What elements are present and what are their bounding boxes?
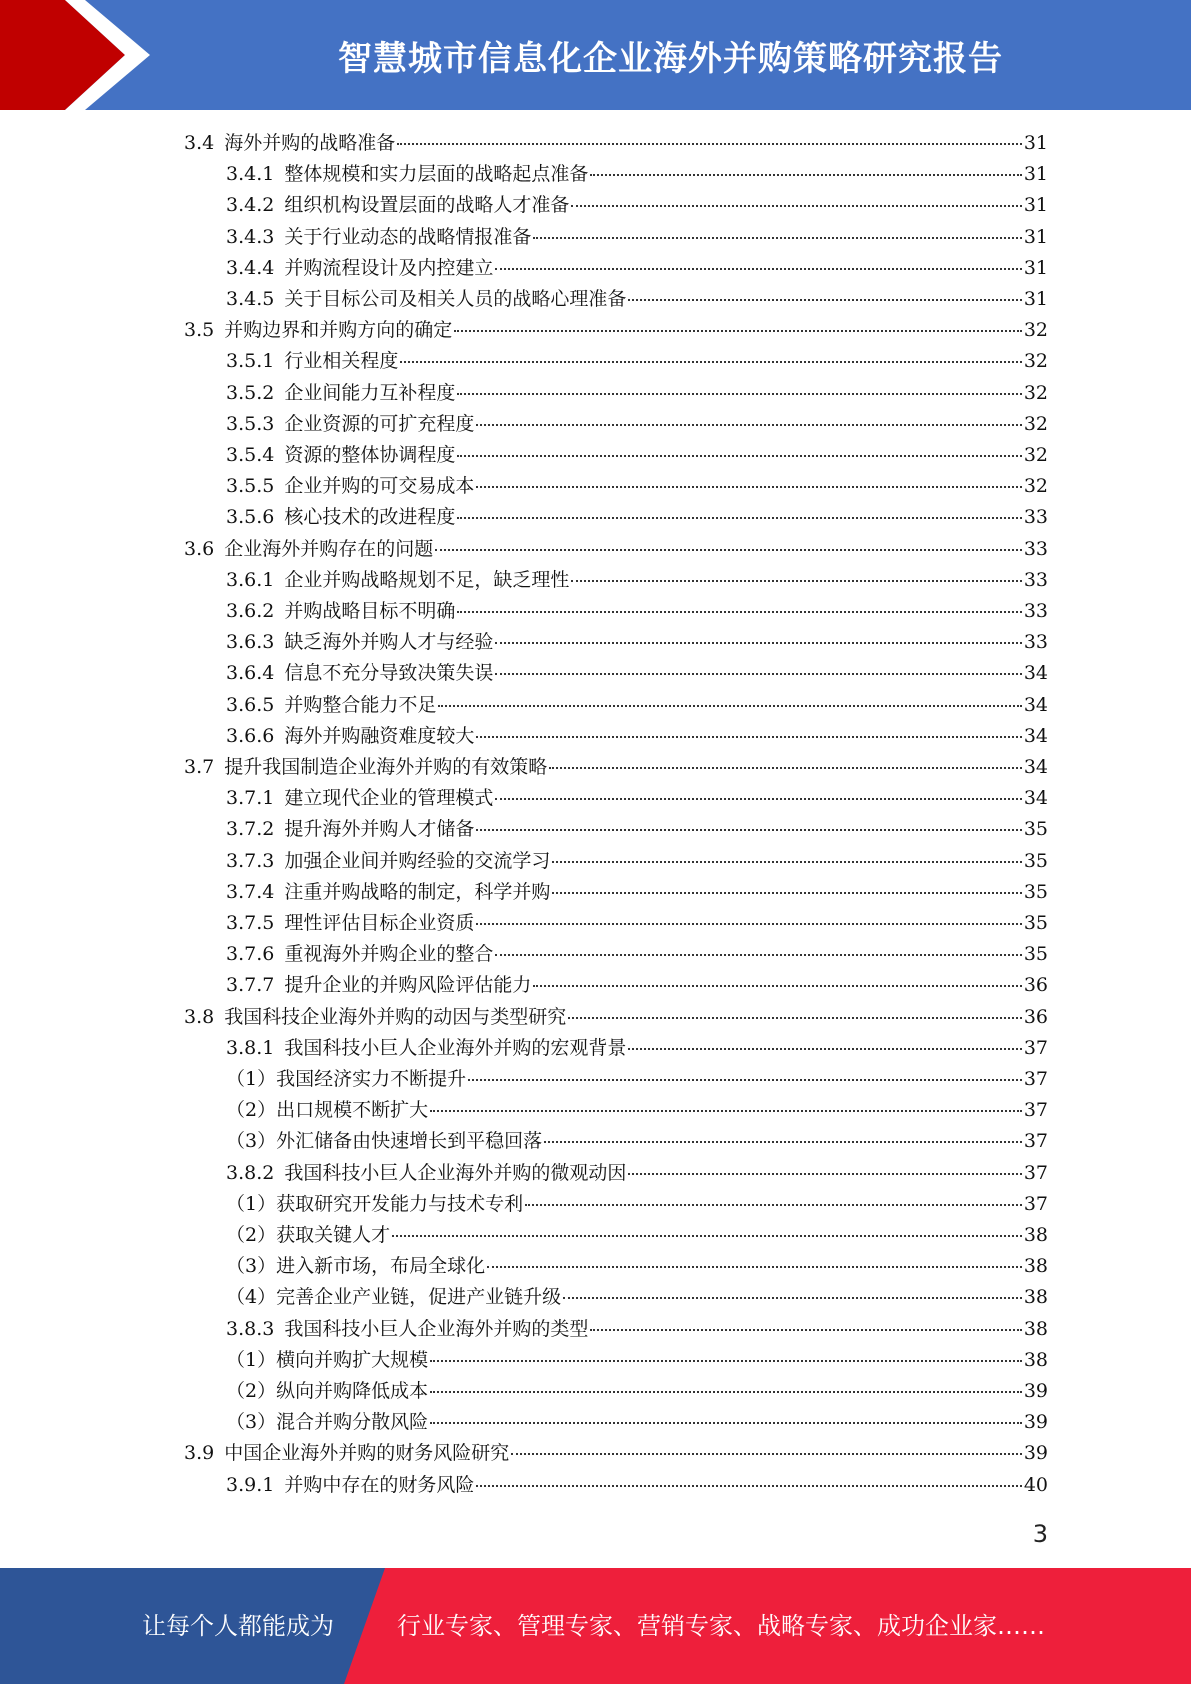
toc-entry-title: 我国科技小巨人企业海外并购的类型 (284, 1317, 589, 1340)
toc-entry-page: 37 (1023, 1036, 1048, 1059)
toc-entry-number: （4） (226, 1286, 277, 1309)
toc-entry[interactable] (226, 1158, 1048, 1189)
header-arrow-decoration (0, 0, 160, 110)
toc-entry-number: 3.8.1 (226, 1036, 275, 1059)
toc-entry[interactable] (184, 1002, 1048, 1033)
toc-entry-title: 进入新市场，布局全球化 (276, 1255, 486, 1278)
toc-entry-page: 31 (1023, 163, 1048, 186)
toc-entry[interactable] (226, 378, 1048, 409)
toc-entry[interactable] (226, 1470, 1048, 1501)
toc-entry-page: 34 (1023, 724, 1048, 747)
toc-entry-number: 3.7.7 (226, 974, 275, 997)
toc-entry-page: 31 (1023, 225, 1048, 248)
toc-entry[interactable] (226, 565, 1048, 596)
toc-entry[interactable] (226, 1064, 1048, 1095)
toc-entry[interactable] (226, 1251, 1048, 1282)
toc-dot-leader (438, 704, 1021, 707)
toc-entry-page: 36 (1023, 1005, 1048, 1028)
toc-entry-page: 32 (1023, 319, 1048, 342)
toc-entry-number: 3.7.1 (226, 787, 275, 810)
toc-entry-title: 我国科技企业海外并购的动因与类型研究 (224, 1005, 567, 1028)
toc-dot-leader (487, 1265, 1022, 1268)
toc-dot-leader (457, 610, 1021, 613)
toc-entry[interactable] (226, 190, 1048, 221)
toc-entry-title: 海外并购融资难度较大 (284, 724, 475, 747)
toc-entry-number: （2） (226, 1224, 277, 1246)
toc-dot-leader (495, 797, 1021, 800)
toc-entry[interactable] (184, 752, 1048, 783)
toc-entry-title: 核心技术的改进程度 (284, 506, 456, 529)
toc-entry-number: （3） (226, 1130, 277, 1153)
toc-dot-leader (454, 329, 1022, 332)
toc-entry-page: 37 (1023, 1192, 1048, 1215)
toc-entry[interactable] (226, 846, 1048, 877)
toc-entry-number: 3.7.2 (226, 818, 275, 841)
footer-slogan-right: 行业专家、管理专家、营销专家、战略专家、成功企业家…… (397, 1612, 1045, 1640)
toc-dot-leader (495, 267, 1021, 270)
toc-dot-leader (430, 1421, 1022, 1424)
toc-dot-leader (392, 1234, 1022, 1237)
toc-entry-title: 外汇储备由快速增长到平稳回落 (276, 1130, 543, 1153)
toc-entry[interactable] (184, 128, 1048, 159)
toc-entry-title: 组织机构设置层面的战略人才准备 (284, 194, 570, 217)
toc-entry-number: （1） (226, 1192, 277, 1215)
toc-entry[interactable] (226, 1095, 1048, 1126)
toc-entry-number: 3.4.3 (226, 225, 275, 248)
toc-entry-title: 关于目标公司及相关人员的战略心理准备 (284, 288, 627, 310)
toc-entry[interactable] (226, 502, 1048, 533)
report-title: 智慧城市信息化企业海外并购策略研究报告 (338, 38, 1003, 79)
toc-dot-leader (457, 392, 1021, 395)
toc-entry[interactable] (184, 315, 1048, 346)
toc-entry[interactable] (184, 1438, 1048, 1469)
toc-entry[interactable] (226, 1189, 1048, 1220)
toc-entry-number: 3.4 (184, 132, 215, 154)
toc-dot-leader (476, 922, 1021, 925)
toc-dot-leader (430, 1109, 1022, 1112)
toc-dot-leader (495, 672, 1021, 675)
toc-entry-page: 32 (1023, 475, 1048, 498)
toc-entry-title: 提升海外并购人才储备 (284, 818, 475, 841)
toc-entry[interactable] (226, 222, 1048, 253)
toc-entry-number: （1） (226, 1068, 277, 1090)
toc-entry-page: 31 (1023, 288, 1048, 310)
toc-entry-number: 3.7 (184, 756, 215, 778)
toc-entry-number: 3.6 (184, 537, 215, 560)
toc-entry-number: 3.8.2 (226, 1161, 275, 1184)
toc-entry-page: 38 (1023, 1224, 1048, 1246)
toc-entry-number: （1） (226, 1348, 277, 1371)
toc-entry-page: 32 (1023, 412, 1048, 435)
toc-entry-title: 缺乏海外并购人才与经验 (284, 631, 494, 654)
toc-entry-title: 提升我国制造企业海外并购的有效策略 (224, 756, 548, 778)
toc-entry-title: 加强企业间并购经验的交流学习 (284, 849, 551, 872)
toc-entry-title: 并购中存在的财务风险 (284, 1473, 475, 1496)
toc-entry-page: 31 (1023, 132, 1048, 154)
toc-entry-page: 38 (1023, 1286, 1048, 1309)
page-number: 3 (1032, 1520, 1048, 1548)
toc-entry[interactable] (226, 970, 1048, 1001)
toc-entry-page: 32 (1023, 444, 1048, 466)
toc-entry-number: 3.8.3 (226, 1317, 275, 1340)
toc-dot-leader (457, 516, 1021, 519)
toc-dot-leader (525, 1203, 1022, 1206)
toc-entry-number: 3.7.3 (226, 849, 275, 872)
toc-entry-title: 企业资源的可扩充程度 (284, 412, 475, 435)
toc-entry-number: 3.7.4 (226, 880, 275, 903)
toc-entry-page: 35 (1023, 912, 1048, 934)
toc-dot-leader (563, 1296, 1022, 1299)
toc-entry-page: 37 (1023, 1130, 1048, 1153)
toc-entry-title: 整体规模和实力层面的战略起点准备 (284, 163, 589, 186)
toc-entry-number: 3.5.6 (226, 506, 275, 529)
toc-entry-title: 企业并购的可交易成本 (284, 475, 475, 498)
toc-entry[interactable] (226, 627, 1048, 658)
toc-entry-number: （2） (226, 1099, 277, 1122)
toc-dot-leader (533, 984, 1021, 987)
toc-entry-number: 3.5.3 (226, 412, 275, 435)
toc-dot-leader (495, 953, 1021, 956)
toc-dot-leader (430, 1390, 1022, 1393)
toc-entry-page: 33 (1023, 506, 1048, 529)
toc-dot-leader (552, 891, 1021, 894)
toc-dot-leader (476, 1484, 1021, 1487)
toc-entry-page: 38 (1023, 1317, 1048, 1340)
toc-dot-leader (549, 766, 1022, 769)
toc-dot-leader (533, 236, 1021, 239)
toc-entry-title: 信息不充分导致决策失误 (284, 662, 494, 685)
toc-entry-title: 我国科技小巨人企业海外并购的微观动因 (284, 1161, 627, 1184)
toc-entry[interactable] (226, 1033, 1048, 1064)
toc-entry-number: 3.6.2 (226, 600, 275, 622)
toc-entry-title: 纵向并购降低成本 (276, 1380, 429, 1402)
toc-entry-number: （3） (226, 1255, 277, 1278)
toc-entry-page: 39 (1023, 1442, 1048, 1465)
toc-entry-title: 企业海外并购存在的问题 (224, 537, 434, 560)
toc-entry-page: 39 (1023, 1380, 1048, 1402)
toc-dot-leader (511, 1452, 1022, 1455)
toc-entry[interactable] (226, 253, 1048, 284)
toc-entry-number: 3.6.6 (226, 724, 275, 747)
toc-entry-page: 34 (1023, 662, 1048, 685)
toc-entry[interactable] (226, 1345, 1048, 1376)
toc-entry-title: 并购整合能力不足 (284, 693, 437, 716)
toc-entry-page: 34 (1023, 693, 1048, 716)
toc-entry-title: 我国经济实力不断提升 (276, 1068, 467, 1090)
toc-entry-page: 37 (1023, 1161, 1048, 1184)
toc-entry[interactable] (226, 939, 1048, 970)
toc-entry-page: 33 (1023, 537, 1048, 560)
toc-dot-leader (571, 579, 1021, 582)
toc-entry[interactable] (184, 534, 1048, 565)
toc-entry-number: （2） (226, 1380, 277, 1402)
toc-dot-leader (476, 485, 1021, 488)
toc-entry-title: 获取关键人才 (276, 1224, 391, 1246)
toc-dot-leader (495, 641, 1021, 644)
toc-entry-title: 并购边界和并购方向的确定 (224, 319, 453, 342)
toc-entry-page: 32 (1023, 381, 1048, 404)
toc-entry-number: 3.7.6 (226, 943, 275, 966)
toc-entry-title: 获取研究开发能力与技术专利 (276, 1192, 524, 1215)
toc-dot-leader (476, 423, 1021, 426)
toc-entry[interactable] (226, 1126, 1048, 1157)
toc-entry[interactable] (226, 1407, 1048, 1438)
toc-entry[interactable] (226, 1314, 1048, 1345)
toc-entry-number: 3.5.4 (226, 444, 275, 466)
toc-entry-number: 3.6.4 (226, 662, 275, 685)
toc-entry[interactable] (226, 471, 1048, 502)
toc-entry-page: 35 (1023, 818, 1048, 841)
toc-entry[interactable] (226, 1220, 1048, 1251)
toc-dot-leader (590, 1328, 1021, 1331)
toc-entry-number: 3.6.5 (226, 693, 275, 716)
toc-entry-title: 横向并购扩大规模 (276, 1348, 429, 1371)
toc-dot-leader (397, 142, 1022, 145)
toc-entry-number: （3） (226, 1411, 277, 1434)
toc-entry-page: 37 (1023, 1099, 1048, 1122)
toc-entry-page: 40 (1023, 1473, 1048, 1496)
toc-dot-leader (552, 860, 1021, 863)
toc-entry-number: 3.6.1 (226, 568, 275, 591)
toc-entry-title: 理性评估目标企业资质 (284, 912, 475, 934)
toc-entry-page: 31 (1023, 194, 1048, 217)
toc-entry-title: 建立现代企业的管理模式 (284, 787, 494, 810)
toc-dot-leader (400, 360, 1021, 363)
toc-entry-page: 33 (1023, 631, 1048, 654)
footer-slogan-left: 让每个人都能成为 (142, 1612, 334, 1640)
toc-entry[interactable] (226, 1282, 1048, 1313)
toc-dot-leader (430, 1359, 1022, 1362)
toc-entry[interactable] (226, 658, 1048, 689)
toc-entry[interactable] (226, 877, 1048, 908)
toc-entry[interactable] (226, 721, 1048, 752)
page-header (0, 0, 1191, 110)
toc-entry-title: 出口规模不断扩大 (276, 1099, 429, 1122)
toc-entry-page: 34 (1023, 787, 1048, 810)
toc-entry-page: 38 (1023, 1348, 1048, 1371)
toc-entry-title: 企业间能力互补程度 (284, 381, 456, 404)
toc-entry-page: 39 (1023, 1411, 1048, 1434)
toc-entry-page: 33 (1023, 568, 1048, 591)
toc-entry-title: 并购流程设计及内控建立 (284, 256, 494, 279)
toc-entry-page: 35 (1023, 943, 1048, 966)
toc-entry-title: 行业相关程度 (284, 350, 399, 373)
toc-entry-page: 35 (1023, 849, 1048, 872)
toc-entry[interactable] (226, 908, 1048, 939)
toc-entry-title: 混合并购分散风险 (276, 1411, 429, 1434)
toc-entry-title: 完善企业产业链，促进产业链升级 (276, 1286, 562, 1309)
toc-entry-title: 注重并购战略的制定，科学并购 (284, 880, 551, 903)
toc-entry-number: 3.7.5 (226, 912, 275, 934)
toc-entry-page: 32 (1023, 350, 1048, 373)
toc-entry-number: 3.4.1 (226, 163, 275, 186)
toc-entry[interactable] (226, 346, 1048, 377)
toc-entry-page: 33 (1023, 600, 1048, 622)
toc-entry-number: 3.9.1 (226, 1473, 275, 1496)
toc-entry[interactable] (226, 690, 1048, 721)
toc-entry[interactable] (226, 409, 1048, 440)
toc-entry-number: 3.4.5 (226, 288, 275, 310)
toc-entry[interactable] (226, 783, 1048, 814)
toc-dot-leader (628, 298, 1021, 301)
toc-entry[interactable] (226, 284, 1048, 315)
toc-entry-number: 3.4.4 (226, 256, 275, 279)
toc-dot-leader (435, 548, 1022, 551)
toc-dot-leader (457, 454, 1021, 457)
toc-entry-number: 3.6.3 (226, 631, 275, 654)
toc-entry[interactable] (226, 159, 1048, 190)
toc-entry-title: 并购战略目标不明确 (284, 600, 456, 622)
toc-entry-page: 37 (1023, 1068, 1048, 1090)
toc-dot-leader (544, 1140, 1022, 1143)
toc-dot-leader (476, 828, 1021, 831)
toc-dot-leader (628, 1172, 1021, 1175)
toc-entry-title: 重视海外并购企业的整合 (284, 943, 494, 966)
toc-dot-leader (571, 204, 1021, 207)
toc-dot-leader (590, 173, 1021, 176)
toc-entry-number: 3.5.1 (226, 350, 275, 373)
toc-entry-title: 企业并购战略规划不足，缺乏理性 (284, 568, 570, 591)
toc-entry-page: 36 (1023, 974, 1048, 997)
toc-entry[interactable] (226, 440, 1048, 471)
toc-entry-title: 关于行业动态的战略情报准备 (284, 225, 532, 248)
toc-entry-title: 我国科技小巨人企业海外并购的宏观背景 (284, 1036, 627, 1059)
toc-entry-title: 资源的整体协调程度 (284, 444, 456, 466)
toc-entry[interactable] (226, 1376, 1048, 1407)
toc-entry-number: 3.4.2 (226, 194, 275, 217)
toc-entry-number: 3.5.5 (226, 475, 275, 498)
toc-entry-number: 3.9 (184, 1442, 215, 1465)
toc-entry-title: 中国企业海外并购的财务风险研究 (224, 1442, 510, 1465)
toc-entry-number: 3.5.2 (226, 381, 275, 404)
toc-entry-number: 3.5 (184, 319, 215, 342)
toc-entry-page: 38 (1023, 1255, 1048, 1278)
page-footer (0, 1568, 1191, 1684)
toc-entry-page: 34 (1023, 756, 1048, 778)
toc-entry[interactable] (226, 596, 1048, 627)
toc-entry-title: 提升企业的并购风险评估能力 (284, 974, 532, 997)
toc-entry-title: 海外并购的战略准备 (224, 132, 396, 154)
toc-dot-leader (568, 1016, 1022, 1019)
toc-entry[interactable] (226, 814, 1048, 845)
toc-dot-leader (628, 1047, 1021, 1050)
toc-entry-page: 31 (1023, 256, 1048, 279)
toc-dot-leader (476, 735, 1021, 738)
toc-entry-number: 3.8 (184, 1005, 215, 1028)
toc-entry-page: 35 (1023, 880, 1048, 903)
toc-dot-leader (468, 1078, 1022, 1081)
